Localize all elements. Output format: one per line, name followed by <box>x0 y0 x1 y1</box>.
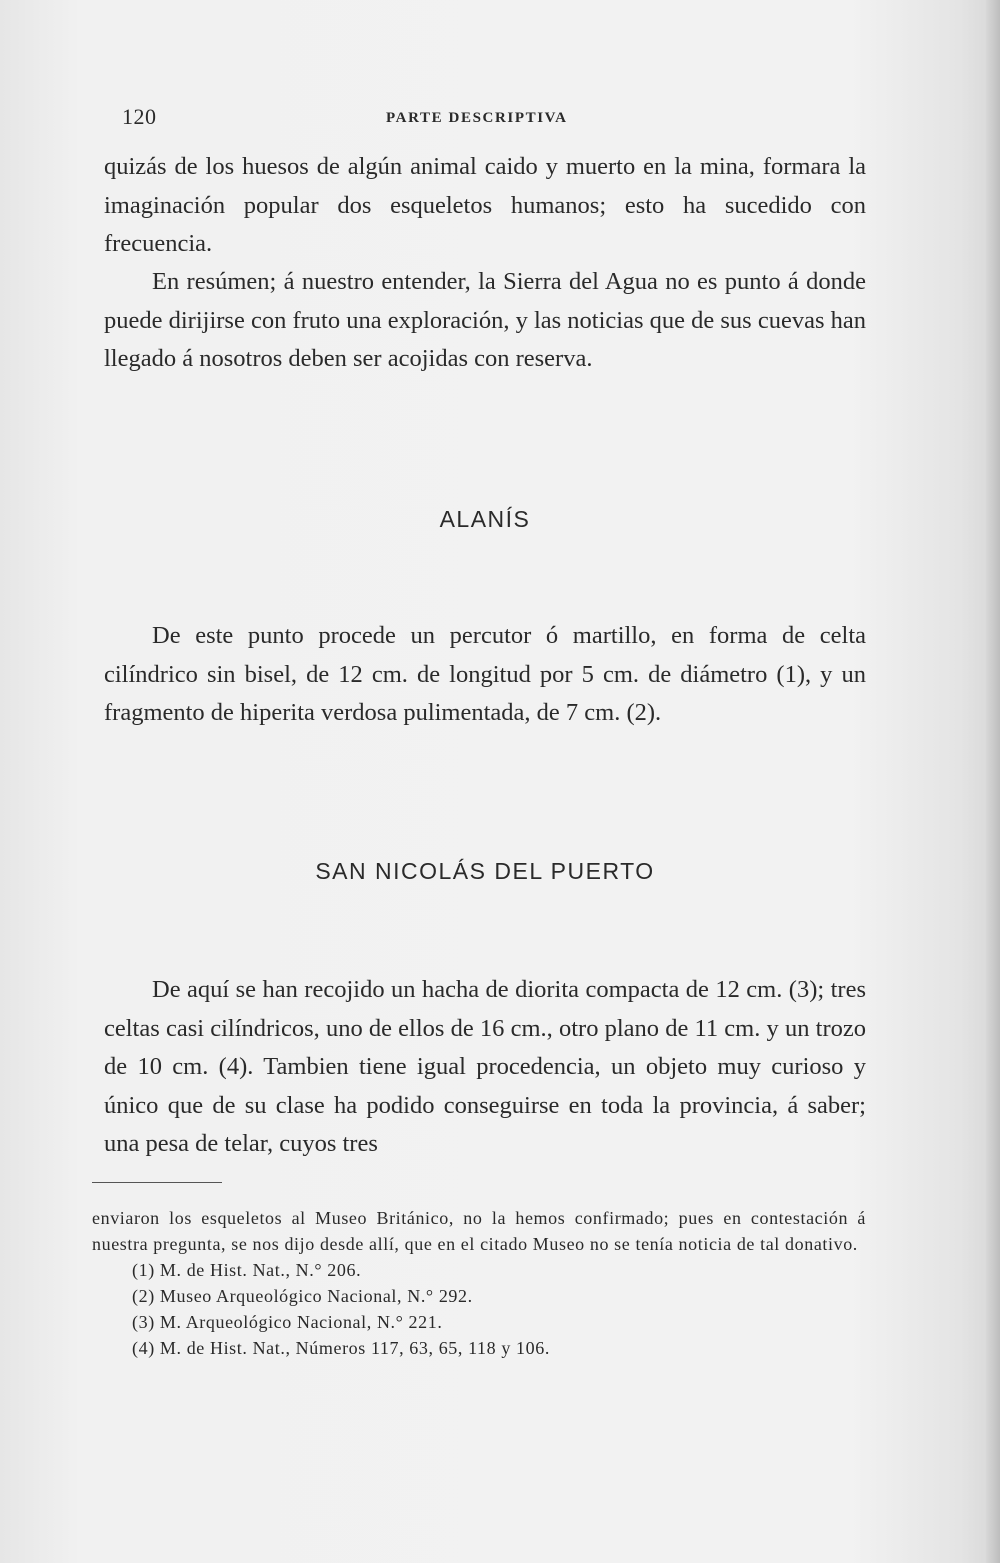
paragraph-2: En resúmen; á nuestro entender, la Sierra del Agua no es punto á donde puede dirijirse con fruto una exploración, y las noticias que de sus cuevas han llegado á nosotros deben ser acojidas con reserva. <box>104 268 866 372</box>
footnote-item: (1) M. de Hist. Nat., N.° 206. <box>132 1260 362 1280</box>
section-heading-alanis: ALANÍS <box>439 506 531 532</box>
footnote-item: (3) M. Arqueológico Nacional, N.° 221. <box>132 1312 443 1332</box>
paragraph-4: De aquí se han recojido un hacha de diorita compacta de 12 cm. (3); tres celtas casi cilíndricos, uno de ellos de 16 cm., otro plano de 11 cm. y un trozo de 10 cm. (4). Tambien tiene igual procedencia, un objeto muy curioso y único que de su clase ha podido conseguirse en toda la provincia, á saber; una pesa de telar, cuyos tres <box>104 976 866 1157</box>
footnote-continuation: enviaron los esqueletos al Museo Británico, no la hemos confirmado; pues en contestación á nuestra pregunta, se nos dijo desde allí, que en el citado Museo no se tenía noticia de tal donativo. <box>92 1208 866 1254</box>
running-head <box>118 100 878 134</box>
footnote-rule <box>92 1182 222 1183</box>
footnotes <box>92 1205 866 1361</box>
page-number: 120 <box>122 104 157 129</box>
page-edge <box>986 0 1000 1563</box>
footnote-item: (4) M. de Hist. Nat., Números 117, 63, 65, 118 y 106. <box>132 1338 550 1358</box>
paragraph-1: quizás de los huesos de algún animal caido y muerto en la mina, formara la imaginación popular dos esqueletos humanos; esto ha sucedido con frecuencia. <box>104 153 866 257</box>
section-heading-san-nicolas: SAN NICOLÁS DEL PUERTO <box>315 858 655 884</box>
running-title: PARTE DESCRIPTIVA <box>386 110 568 126</box>
footnote-item: (2) Museo Arqueológico Nacional, N.° 292. <box>132 1286 473 1306</box>
paragraph-3: De este punto procede un percutor ó martillo, en forma de celta cilíndrico sin bisel, de 12 cm. de longitud por 5 cm. de diámetro (1), y un fragmento de hiperita verdosa pulimentada, de 7 cm. (2). <box>104 622 866 726</box>
